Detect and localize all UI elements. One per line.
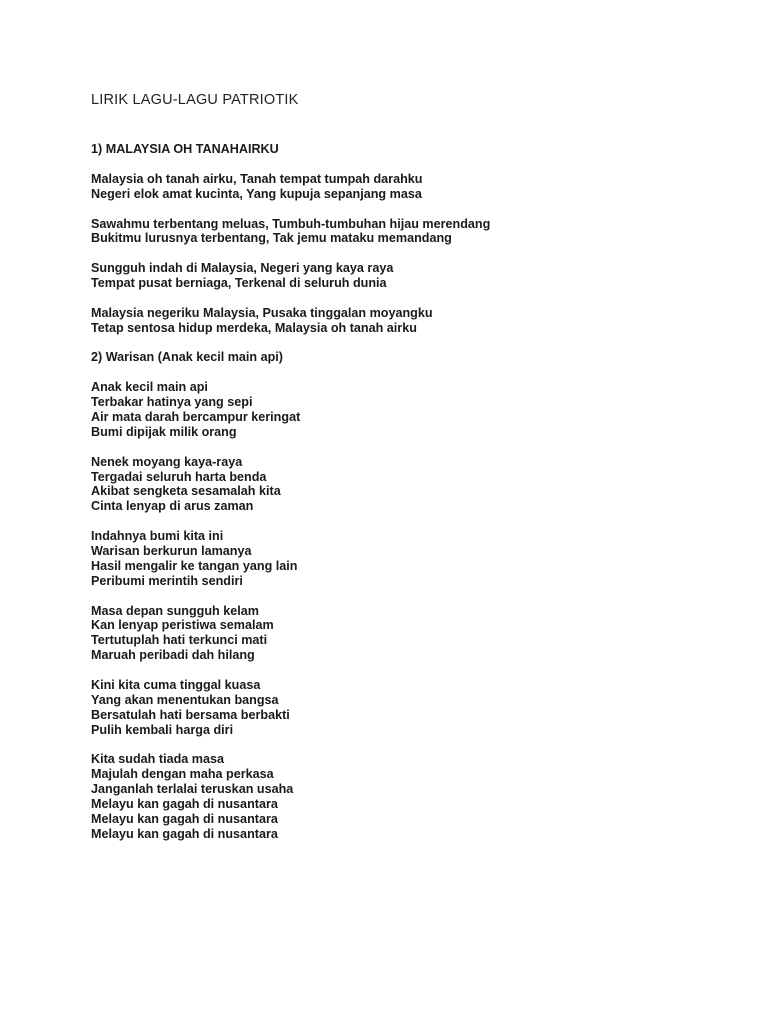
lyric-line: Melayu kan gagah di nusantara xyxy=(91,811,278,826)
stanza xyxy=(91,217,711,247)
stanza xyxy=(91,678,711,738)
lyric-line: Tergadai seluruh harta benda xyxy=(91,469,267,484)
song-warisan xyxy=(91,350,711,841)
lyric-line: Melayu kan gagah di nusantara xyxy=(91,826,278,841)
lyric-line: Kita sudah tiada masa xyxy=(91,752,224,767)
lyric-line: Bumi dipijak milik orang xyxy=(91,424,237,439)
song-heading: 1) MALAYSIA OH TANAHAIRKU xyxy=(91,142,279,156)
lyric-line: Yang akan menentukan bangsa xyxy=(91,692,279,707)
lyric-line: Malaysia negeriku Malaysia, Pusaka tinggalan moyangku xyxy=(91,305,433,320)
lyric-line: Akibat sengketa sesamalah kita xyxy=(91,484,281,499)
stanza xyxy=(91,752,711,841)
document-title: LIRIK LAGU-LAGU PATRIOTIK xyxy=(91,92,299,108)
lyric-line: Tempat pusat berniaga, Terkenal di seluruh dunia xyxy=(91,276,387,291)
lyric-line: Air mata darah bercampur keringat xyxy=(91,410,301,425)
lyric-line: Tertutuplah hati terkunci mati xyxy=(91,633,268,648)
lyric-line: Masa depan sungguh kelam xyxy=(91,603,259,618)
lyric-line: Cinta lenyap di arus zaman xyxy=(91,499,254,514)
lyric-line: Majulah dengan maha perkasa xyxy=(91,767,274,782)
lyric-line: Nenek moyang kaya-raya xyxy=(91,454,243,469)
lyric-line: Hasil mengalir ke tangan yang lain xyxy=(91,558,298,573)
document-body xyxy=(91,142,711,857)
stanza xyxy=(91,455,711,515)
song-heading: 2) Warisan (Anak kecil main api) xyxy=(91,350,283,365)
lyric-line: Negeri elok amat kucinta, Yang kupuja sepanjang masa xyxy=(91,186,422,201)
stanza xyxy=(91,529,711,589)
lyric-line: Janganlah terlalai teruskan usaha xyxy=(91,782,294,797)
lyric-line: Warisan berkurun lamanya xyxy=(91,544,252,558)
lyric-line: Kini kita cuma tinggal kuasa xyxy=(91,677,261,692)
lyric-line: Malaysia oh tanah airku, Tanah tempat tumpah darahku xyxy=(91,171,423,186)
stanza xyxy=(91,380,711,440)
lyric-line: Sungguh indah di Malaysia, Negeri yang kaya raya xyxy=(91,261,394,276)
lyric-line: Tetap sentosa hidup merdeka, Malaysia oh tanah airku xyxy=(91,320,417,335)
stanza xyxy=(91,172,711,202)
lyric-line: Maruah peribadi dah hilang xyxy=(91,648,255,663)
lyric-line: Melayu kan gagah di nusantara xyxy=(91,797,278,812)
lyric-line: Peribumi merintih sendiri xyxy=(91,573,243,588)
stanza xyxy=(91,604,711,664)
lyric-line: Bersatulah hati bersama berbakti xyxy=(91,707,290,722)
stanza xyxy=(91,306,711,336)
lyric-line: Terbakar hatinya yang sepi xyxy=(91,395,253,410)
lyric-line: Bukitmu lurusnya terbentang, Tak jemu mataku memandang xyxy=(91,231,452,246)
stanza xyxy=(91,261,711,291)
lyric-line: Pulih kembali harga diri xyxy=(91,722,234,737)
lyric-line: Anak kecil main api xyxy=(91,380,208,395)
lyric-line: Sawahmu terbentang meluas, Tumbuh-tumbuhan hijau merendang xyxy=(91,216,491,231)
lyric-line: Kan lenyap peristiwa semalam xyxy=(91,618,274,633)
lyric-line: Indahnya bumi kita ini xyxy=(91,529,224,544)
song-malaysia-oh-tanahairku xyxy=(91,142,711,336)
